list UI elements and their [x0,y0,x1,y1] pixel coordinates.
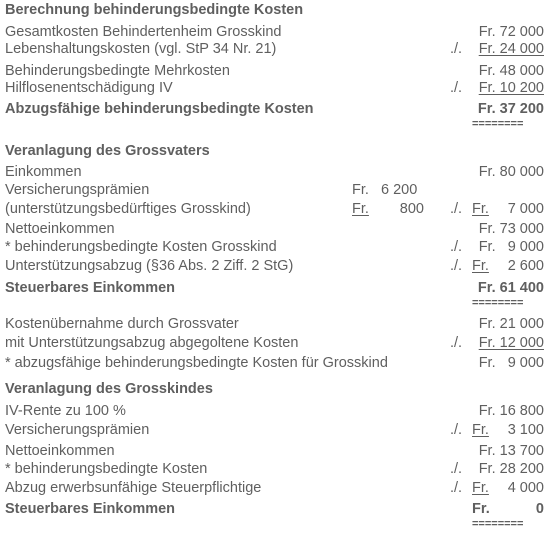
row-label: Einkommen [5,164,82,180]
double-underline: ======== [472,519,524,530]
row-amount: Fr. 10 200 [478,80,544,96]
currency-prefix: Fr. [472,258,489,274]
note-label: Kostenübernahme durch Grossvater [5,316,239,332]
row-label-total: Abzugsfähige behinderungsbedingte Kosten [5,101,314,117]
row-label: (unterstützungsbedürftiges Grosskind) [5,201,251,217]
section-heading-grandchild: Veranlagung des Grosskindes [5,381,213,397]
currency-prefix: Fr. [472,480,489,496]
row-amount: Fr. 16 800 [478,403,544,419]
deduction-marker: ./. [450,239,463,255]
sub-amount [352,201,424,217]
row-label: Behinderungsbedingte Mehrkosten [5,63,230,79]
row-amount [472,480,544,496]
row-amount: Fr. 24 000 [478,41,544,57]
deduction-marker: ./. [450,201,463,217]
row-label: Versicherungsprämien [5,422,150,438]
deduction-marker: ./. [450,480,463,496]
row-label: * behinderungsbedingte Kosten Grosskind [5,239,277,255]
row-label: Hilflosenentschädigung IV [5,80,173,96]
row-amount [472,201,544,217]
row-label: * behinderungsbedingte Kosten [5,461,208,477]
row-amount-total: Fr. 61 400 [477,280,544,296]
double-underline: ======== [472,119,524,130]
row-amount [472,422,544,438]
note-amount: Fr. 21 000 [478,316,544,332]
deduction-marker: ./. [450,80,463,96]
row-label: Versicherungsprämien [5,182,150,198]
row-amount: Fr. 48 000 [478,63,544,79]
deduction-marker: ./. [450,258,463,274]
row-label: Gesamtkosten Behindertenheim Grosskind [5,24,282,40]
row-label: Lebenshaltungskosten (vgl. StP 34 Nr. 21) [5,41,277,57]
deduction-marker: ./. [450,422,463,438]
amount-value: 0 [535,501,544,517]
row-amount: Fr. 9 000 [478,239,544,255]
double-underline: ======== [472,298,524,309]
row-amount: Fr. 13 700 [478,443,544,459]
sub-value: 800 [399,201,424,217]
row-amount: Fr. 28 200 [478,461,544,477]
row-label: Abzug erwerbsunfähige Steuerpflichtige [5,480,262,496]
amount-value: 4 000 [507,480,544,496]
currency-prefix: Fr. [472,201,489,217]
row-label: Nettoeinkommen [5,443,115,459]
amount-value: 7 000 [507,201,544,217]
amount-value: 2 600 [507,258,544,274]
currency-prefix: Fr. [472,501,490,517]
row-label: IV-Rente zu 100 % [5,403,126,419]
note-amount: Fr. 9 000 [478,355,544,371]
deduction-marker: ./. [450,335,463,351]
sub-amount: Fr. 6 200 [352,182,418,198]
note-label: mit Unterstützungsabzug abgegoltene Kosten [5,335,299,351]
row-label-total: Steuerbares Einkommen [5,280,176,296]
row-amount: Fr. 80 000 [478,164,544,180]
row-amount: Fr. 72 000 [478,24,544,40]
row-amount [472,258,544,274]
currency-prefix: Fr. [472,422,489,438]
deduction-marker: ./. [450,461,463,477]
row-label: Nettoeinkommen [5,221,115,237]
row-label: Unterstützungsabzug (§36 Abs. 2 Ziff. 2 StG) [5,258,294,274]
currency-prefix: Fr. [352,201,369,217]
section-heading-costs: Berechnung behinderungsbedingte Kosten [5,2,304,18]
note-amount: Fr. 12 000 [478,335,544,351]
deduction-marker: ./. [450,41,463,57]
row-amount-total: Fr. 37 200 [477,101,544,117]
row-amount-total [472,501,544,517]
note-label: * abzugsfähige behinderungsbedingte Kosten für Grosskind [5,355,388,371]
amount-value: 3 100 [507,422,544,438]
row-amount: Fr. 73 000 [478,221,544,237]
section-heading-grandfather: Veranlagung des Grossvaters [5,143,210,159]
row-label-total: Steuerbares Einkommen [5,501,176,517]
